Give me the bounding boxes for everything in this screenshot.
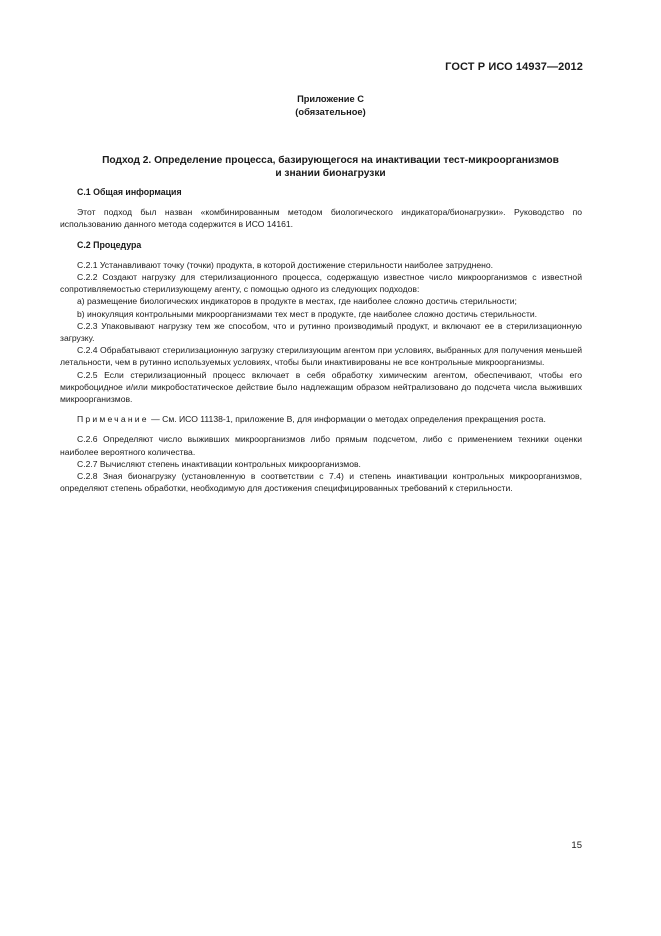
document-body: [60, 186, 582, 494]
paragraph-c2-6: С.2.6 Определяют число выживших микроорганизмов либо прямым подсчетом, либо с применением техники оценки наиболее вероятного количества.: [60, 434, 582, 457]
paragraph-c2-7: С.2.7 Вычисляют степень инактивации контрольных микроорганизмов.: [77, 458, 361, 469]
subsection-heading-c2: С.2 Процедура: [77, 239, 142, 250]
list-item-b: b) инокуляция контрольными микроорганизмами тех мест в продукте, где наиболее сложно достичь стерильности.: [77, 308, 538, 319]
note-label: Примечание: [77, 414, 149, 425]
page-number: 15: [571, 840, 582, 851]
subsection-heading-c1: С.1 Общая информация: [77, 187, 182, 197]
annex-header: [0, 93, 661, 119]
annex-title: Приложение С: [297, 94, 364, 104]
paragraph-c2-1: С.2.1 Устанавливают точку (точки) продукта, в которой достижение стерильности наиболее затруднено.: [77, 259, 494, 270]
paragraph-c2-3: С.2.3 Упаковывают нагрузку тем же способом, что и рутинно производимый продукт, и включают ее в стерилизационную загрузку.: [60, 320, 582, 344]
section-heading: [60, 154, 601, 180]
paragraph-c2-8: С.2.8 Зная бионагрузку (установленную в соответствии с 7.4) и степень инактивации контрольных микроорганизмов, определяют степень обработки, необходимую для достижения специфицированных требований к стерильности.: [60, 471, 582, 494]
section-heading-line2: и знании бионагрузки: [275, 168, 386, 179]
paragraph-c2-5: С.2.5 Если стерилизационный процесс включает в себя обработку химическим агентом, обеспечивают, чтобы его микробоцидное и/или микробостатическое действие было надлежащим образом нейтрализовано до подсчета числа выживших микроорганизмов.: [60, 369, 582, 405]
paragraph-c2-4: С.2.4 Обрабатывают стерилизационную загрузку стерилизующим агентом при условиях, выбранных для получения меньшей летальности, чем в рутинно используемых условиях, чтобы были инактивированы не все контрольные микроорганизмы.: [60, 345, 582, 368]
note-text: — См. ИСО 11138-1, приложение В, для информации о методах определения прекращения роста.: [148, 414, 546, 425]
note: [60, 413, 582, 425]
paragraph-c2-2: С.2.2 Создают нагрузку для стерилизационного процесса, содержащую известное число микроорганизмов с известной сопротивляемостью стерилизующему агенту, с помощью одного из следующих подходов:: [60, 272, 582, 295]
list-item-a: a) размещение биологических индикаторов в продукте в местах, где наиболее сложно достичь стерильности;: [77, 296, 517, 307]
paragraph-c1: Этот подход был назван «комбинированным методом биологического индикатора/бионагрузки». Руководство по использованию данного метода содержится в ИСО 14161.: [60, 207, 582, 230]
annex-status: (обязательное): [295, 107, 366, 117]
standard-code: ГОСТ Р ИСО 14937—2012: [445, 61, 583, 73]
section-heading-line1: Подход 2. Определение процесса, базирующегося на инактивации тест-микроорганизмов: [102, 155, 559, 166]
